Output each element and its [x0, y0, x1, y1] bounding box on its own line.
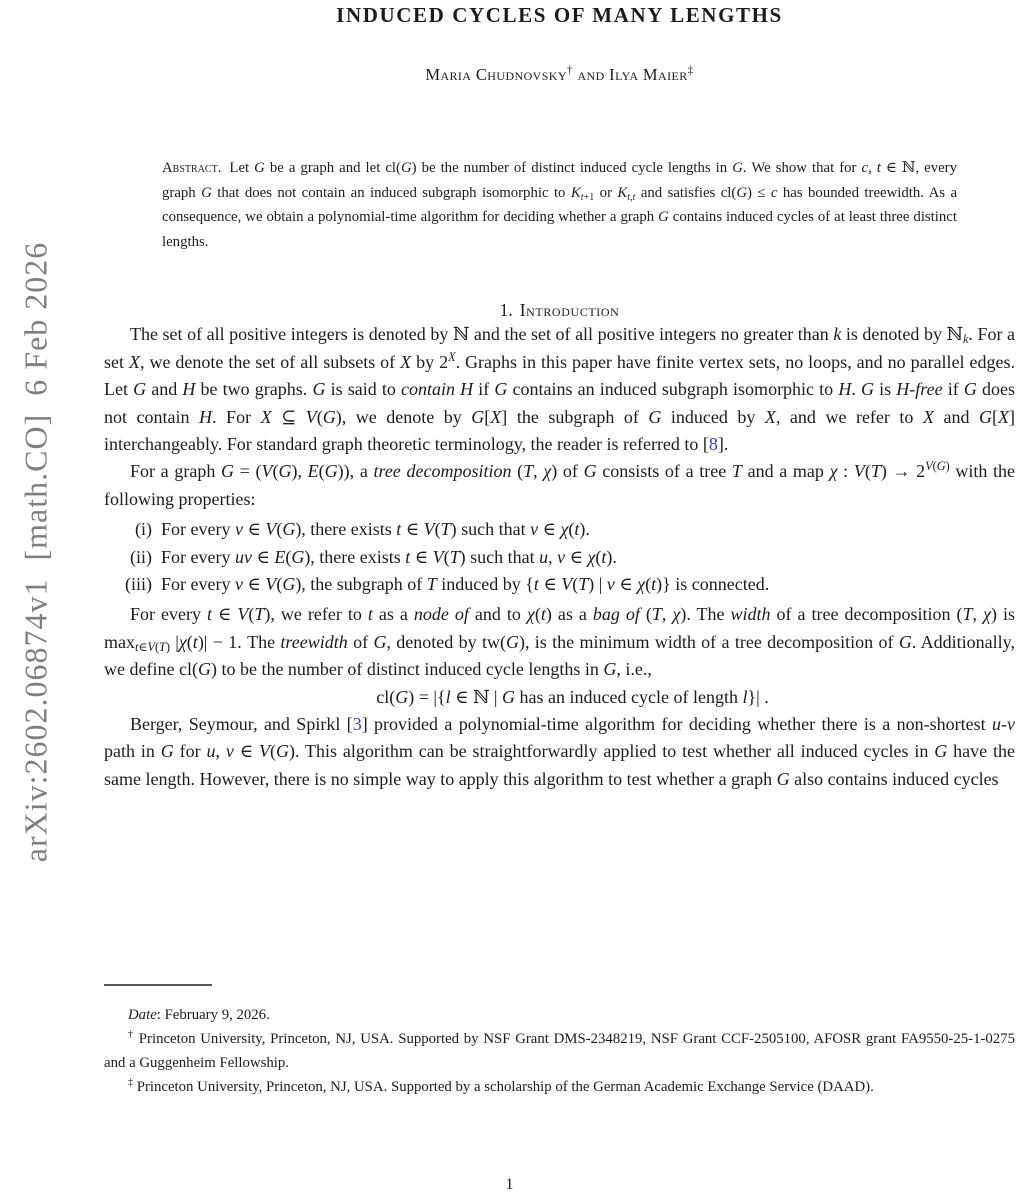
citation-link[interactable]: 8 [708, 434, 718, 454]
footnote-rule [104, 984, 212, 986]
arxiv-watermark: arXiv:2602.06874v1 [math.CO] 6 Feb 2026 [17, 241, 54, 863]
list-item-label: (iii) [125, 574, 152, 595]
section-title: Introduction [519, 300, 620, 321]
list-item [104, 516, 1015, 543]
paragraph: For a graph G = (V(G), E(G)), a tree decomposition (T, χ) of G consists of a tree T and a map χ : $V(T) \to 2^{V(G)}$ with the following properties: [104, 459, 1016, 509]
abstract [162, 156, 957, 254]
paragraph: The set of all positive integers is denoted by ℕ and the set of all positive integers no greater than k is denoted by ℕ$_k$. For a set X, we denote the set of all subsets of X by $2^X$. Graphs in this paper have finite vertex sets, no loops, and no parallel edges. Let G and H be two graphs. G is said to contain H if G contains an induced subgraph isomorphic to H. G is H-free if G does not contain H. For X ⊆ V(G), we denote by G[X] the subgraph of G induced by X, and we refer to X and G[X] interchangeably. For standard graph theoretic terminology, the reader is referred to [8]. [104, 324, 1016, 454]
list-item-text: For every v ∈ V(G), the subgraph of T induced by {t ∈ V(T) | v ∈ χ(t)} is connected. [161, 574, 770, 595]
list-item [104, 571, 1015, 598]
property-list [104, 516, 1015, 598]
paper-title: INDUCED CYCLES OF MANY LENGTHS [336, 3, 783, 27]
abstract-label: Abstract. [162, 160, 222, 176]
footnote-block [104, 984, 1015, 1099]
author-line: Maria Chudnovsky† and Ilya Maier‡ [425, 64, 694, 84]
abstract-text: Let G be a graph and let cl(G) be the number of distinct induced cycle lengths in G. We show that for c, t ∈ ℕ, every graph G that does not contain an induced subgraph isomorphic to $K_{t+1}$ or $K_{t,t}$ and satisfies cl(G) ≤ c has bounded treewidth. As a consequence, we obtain a polynomial-time algorithm for deciding whether a graph G contains induced cycles of at least three distinct lengths. [162, 160, 958, 250]
section-heading [104, 300, 1015, 321]
footnote-double-dagger: ‡ Princeton University, Princeton, NJ, USA. Supported by a scholarship of the German Academic Exchange Service (DAAD). [128, 1077, 874, 1095]
paper-content [104, 0, 1015, 793]
list-item-label: (ii) [130, 546, 152, 567]
section-number: 1. [499, 300, 513, 321]
list-item-text: For every uv ∈ E(G), there exists t ∈ V(T) such that u, v ∈ χ(t). [161, 546, 617, 567]
citation-link[interactable]: 3 [352, 714, 362, 735]
display-equation: cl(G) = |{l ∈ ℕ | G has an induced cycle of length l}| . [376, 686, 769, 707]
footnote-date: Date: February 9, 2026. [128, 1007, 270, 1023]
footnote-dagger: † Princeton University, Princeton, NJ, USA. Supported by NSF Grant DMS-2348219, NSF Grant CCF-2505100, AFOSR grant FA9550-25-1-0275 and a Guggenheim Fellowship. [104, 1029, 1015, 1071]
list-item-label: (i) [135, 519, 152, 540]
list-item [104, 544, 1015, 571]
paragraph: For every t ∈ V(T), we refer to t as a node of and to χ(t) as a bag of (T, χ). The width of a tree decomposition (T, χ) is $\max_{t\in V(T)} |\chi(t)| - 1$. The treewidth of G, denoted by tw(G), is the minimum width of a tree decomposition of G. Additionally, we define cl(G) to be the number of distinct induced cycle lengths in G, i.e., [104, 604, 1016, 680]
paragraph: Berger, Seymour, and Spirkl [3] provided a polynomial-time algorithm for deciding whether there is a non-shortest u-v path in G for u, v ∈ V(G). This algorithm can be straightforwardly applied to test whether all induced cycles in G have the same length. However, there is no simple way to apply this algorithm to test whether a graph G also contains induced cycles [104, 714, 1016, 789]
page-number: 1 [505, 1176, 514, 1193]
list-item-text: For every v ∈ V(G), there exists t ∈ V(T) such that v ∈ χ(t). [161, 519, 590, 540]
section-body [104, 321, 1015, 793]
